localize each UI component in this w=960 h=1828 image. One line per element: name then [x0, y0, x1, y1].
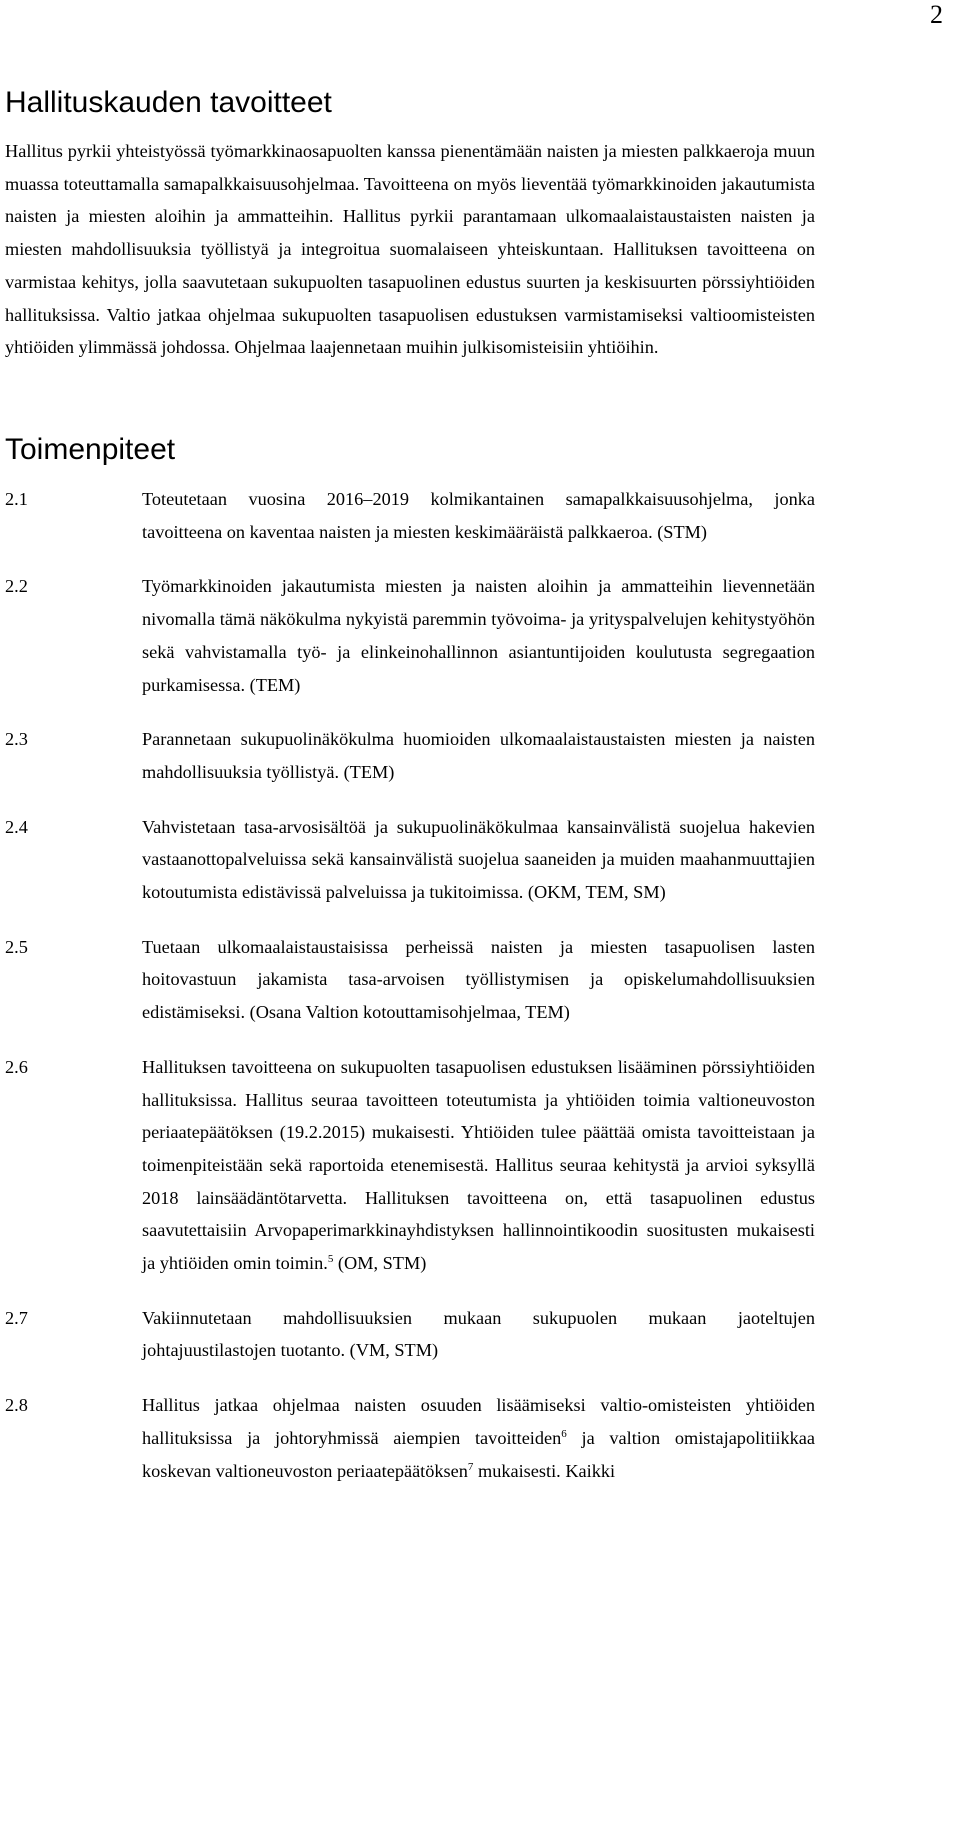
measure-number: 2.5: [5, 936, 28, 957]
measure-item: [0, 570, 960, 701]
intro-paragraph: Hallitus pyrkii yhteistyössä työmarkkinaosapuolten kanssa pienentämään naisten ja miesten palkkaeroja muun muassa toteuttamalla samapalkkaisuusohjelmaa. Tavoitteena on myös lieventää työmarkkinoiden jakautumista naisten ja miesten aloihin ja ammatteihin. Hallitus pyrkii parantamaan ulkomaalaistaustaisten naisten ja miesten mahdollisuuksia työllistyä ja integroitua suomalaiseen yhteiskuntaan. Hallituksen tavoitteena on varmistaa kehitys, jolla saavutetaan sukupuolten tasapuolinen edustus suurten ja keskisuurten pörssiyhtiöiden hallituksissa. Valtio jatkaa ohjelmaa sukupuolten tasapuolisen edustuksen varmistamiseksi valtioomisteisten yhtiöiden ylimmässä johdossa. Ohjelmaa laajennetaan muihin julkisomisteisiin yhtiöihin.: [5, 141, 815, 358]
footnote-ref: 7: [467, 1460, 474, 1473]
measure-text-body: Hallituksen tavoitteena on sukupuolten tasapuolisen edustuksen lisääminen pörssiyhtiöiden hallituksissa. Hallitus seuraa tavoitteen toteutumista ja yhtiöiden toimia valtioneuvoston periaatepäätöksen (19.2.2015) mukaisesti. Yhtiöiden tulee päättää omista tavoitteistaan ja toimenpiteistään sekä raportoida etenemisestä. Hallitus seuraa kehitystä ja arvioi syksyllä 2018 lainsäädäntötarvetta. Hallituksen tavoitteena on, että tasapuolinen edustus saavutettaisiin Arvopaperimarkkinayhdistyksen hallinnointikoodin suositusten mukaisesti ja yhtiöiden omin toimin.: [142, 1056, 815, 1274]
measure-text-tail: mukaisesti. Kaikki: [473, 1460, 616, 1481]
measure-number: 2.1: [5, 489, 28, 509]
section-heading-measures: Toimenpiteet: [5, 433, 176, 466]
measure-number: 2.4: [5, 816, 28, 837]
measure-text-body: Hallitus jatkaa ohjelmaa naisten osuuden lisäämiseksi valtio-omisteisten yhtiöiden hallituksissa ja johtoryhmissä aiempien tavoitteiden: [142, 1395, 815, 1448]
measure-item: [0, 723, 960, 788]
measure-text: Vakiinnutetaan mahdollisuuksien mukaan sukupuolen mukaan jaoteltujen johtajuustilastojen tuotanto. (VM, STM): [142, 1307, 815, 1361]
measure-number: 2.2: [5, 576, 28, 597]
measure-item: [0, 483, 960, 548]
measure-item: [0, 931, 960, 1029]
measure-item: [0, 1302, 960, 1367]
measure-text: Vahvistetaan tasa-arvosisältöä ja sukupuolinäkökulmaa kansainvälistä suojelua hakevien vastaanottopalveluissa sekä kansainvälistä suojelua saaneiden ja muiden maahanmuuttajien kotoutumista edistävissä palveluissa ja tukitoimissa. (OKM, TEM, SM): [142, 816, 815, 903]
page-number: 2: [930, 0, 943, 29]
measure-text: Työmarkkinoiden jakautumista miesten ja naisten aloihin ja ammatteihin lievennetään nivomalla tämä näkökulma nykyistä paremmin työvoima- ja yrityspalvelujen kehitystyöhön sekä vahvistamalla työ- ja elinkeinohallinnon asiantuntijoiden koulutusta segregaation purkamisessa. (TEM): [142, 576, 815, 695]
footnote-ref: 6: [561, 1427, 567, 1440]
measure-number: 2.7: [5, 1307, 28, 1328]
measure-text: Parannetaan sukupuolinäkökulma huomioiden ulkomaalaistaustaisten miesten ja naisten mahdollisuuksia työllistyä. (TEM): [142, 729, 815, 782]
measure-text-middle: ja valtion omistajapolitiikkaa koskevan valtioneuvoston periaatepäätöksen: [142, 1427, 815, 1481]
measure-item: [0, 811, 960, 909]
measure-number: 2.3: [5, 729, 28, 750]
measure-text-tail: (OM, STM): [333, 1253, 427, 1274]
measures-list: [0, 483, 960, 1487]
section-heading-goals: Hallituskauden tavoitteet: [5, 86, 332, 119]
measure-item: [0, 1051, 960, 1280]
measure-text: [142, 1051, 815, 1280]
measure-number: 2.6: [5, 1056, 28, 1077]
footnote-ref: 5: [327, 1252, 334, 1265]
measure-text: Tuetaan ulkomaalaistaustaisissa perheissä naisten ja miesten tasapuolisen lasten hoitovastuun jakamista tasa-arvoisen työllistymisen ja opiskelumahdollisuuksien edistämiseksi. (Osana Valtion kotouttamisohjelmaa, TEM): [142, 936, 815, 1023]
measure-item: [0, 1389, 960, 1487]
measure-number: 2.8: [5, 1395, 28, 1416]
measure-text: [142, 1389, 815, 1487]
measure-text: Toteutetaan vuosina 2016–2019 kolmikantainen samapalkkaisuusohjelma, jonka tavoitteena on kaventaa naisten ja miesten keskimääräistä palkkaeroa. (STM): [142, 489, 815, 542]
